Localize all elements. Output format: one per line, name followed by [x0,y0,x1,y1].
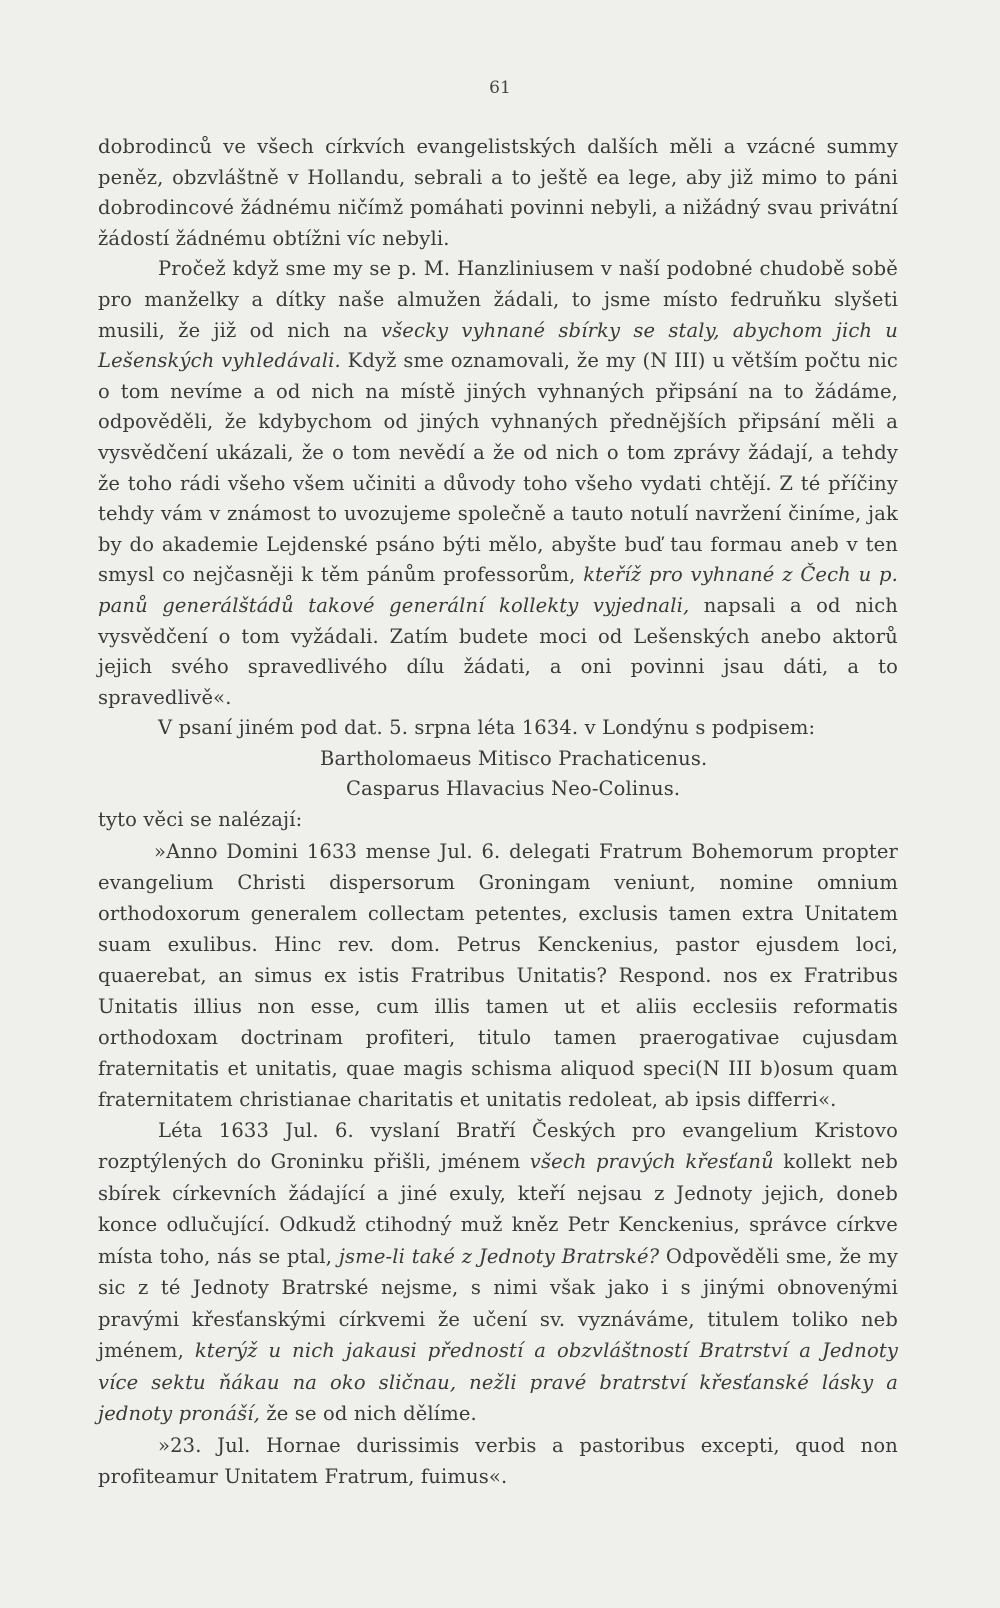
paragraph-5-italic-3: kterýž u nich jakausi předností a obzvláštností Bratrství a Jednoty více sektu ňákau na oko sličnau, nežli pravé bratrství křesťanské lásky a jednoty pronáší, [98,1339,898,1426]
paragraph-5-text-b: kollekt neb sbírek církevních žádající a jiné exuly, kteří nejsau z Jednoty jejich, doneb konce odlučující. Odkudž ctihodný muž kněz Petr Kenckenius, správce církve místa toho, nás se ptal, [98,1150,898,1268]
paragraph-5-italic-1: všech pravých křesťanů [529,1150,774,1174]
paragraph-5-text-a: Léta 1633 Jul. 6. vyslaní Bratří Českých pro evangelium Kristovo rozptýlených do Groninku přišli, jménem [98,1118,898,1174]
paragraph-2-text-a: Pročež když sme my se p. M. Hanzliniusem v naší podobné chudobě sobě pro manželky a dítky naše almužen žádali, to jsme místo fedruňku slyšeti musili, že již od nich na [98,257,898,342]
signature-1: Bartholomaeus Mitisco Prachaticenus. [320,746,708,770]
paragraph-2-text-b: Když sme oznamovali, že my (N III) u větším počtu nic o tom nevíme a od nich na místě jiných vyhnaných připsání na to žádáme, odpověděli, že kdybychom od jiných vyhnaných přednějších připsání měli a vysvědčení ukázali, že o tom nevědí a že od nich o tom zprávy žádají, a tehdy že toho rádi všeho všem učiniti a důvody toho všeho vydati chtějí. Z té příčiny tehdy vám v známost to uvozujeme společně a tauto notulí navržení činíme, jak by do akademie Lejdenské psáno býti mělo, abyšte buď tau formau aneb v ten smysl co nejčasněji k těm pánům professorům, [98,349,898,587]
page-body [98,132,898,1493]
paragraph-5-italic-2: jsme-li také z Jednoty Bratrské? [338,1244,660,1268]
paragraph-2-italic-2: kteříž pro vyhnané z Čech u p. panů generálštádů takové generální kollekty vyjednali, [98,563,898,617]
paragraph-4: tyto věci se nalézají: [98,808,303,832]
paragraph-5-text-c: Odpověděli sme, že my sic z té Jednoty Bratrské nejsme, s nimi však jako i s jinými obnovenými pravými křesťanskými církvemi že učení sv. vyznáváme, titulem toliko neb jménem, [98,1244,898,1363]
paragraph-6: »23. Jul. Hornae durissimis verbis a pastoribus excepti, quod non profiteamur Unitatem Fratrum, fuimus«. [98,1433,898,1489]
paragraph-1: dobrodinců ve všech církvích evangelistských dalších měli a vzácné summy peněz, obzvláštně v Hollandu, sebrali a to ještě ea lege, aby již mimo to páni dobrodincové žádnému ničímž pomáhati povinni nebyli, a nižádný svau privátní žádostí žádnému obtížni víc nebyli. [98,135,898,250]
latin-quote: »Anno Domini 1633 mense Jul. 6. delegati Fratrum Bohemorum propter evangelium Christi dispersorum Groningam veniunt, nomine omnium orthodoxorum generalem collectam petentes, exclusis tamen extra Unitatem suam exulibus. Hinc rev. dom. Petrus Kenckenius, pastor ejusdem loci, quaerebat, an simus ex istis Fratribus Unitatis? Respond. nos ex Fratribus Unitatis illius non esse, cum illis tamen ut et aliis ecclesiis reformatis orthodoxam doctrinam profiteri, titulo tamen praerogativae cujusdam fraternitatis et unitatis, quae magis schisma aliquod speci(N III b)osum quam fraternitatem christianae charitatis et unitatis redoleat, ab ipsis differri«. [98,839,898,1111]
paragraph-5-text-d: že se od nich dělíme. [260,1402,477,1426]
paragraph-2 [98,254,898,713]
paragraph-2-italic-1: všecky vyhnané sbírky se staly, abychom jich u Lešenských vyhledávali. [98,318,898,373]
signature-2: Casparus Hlavacius Neo-Colinus. [346,777,681,801]
paragraph-2-text-c: napsali a od nich vysvědčení o tom vyžádali. Zatím budete moci od Lešenských anebo aktorů jejich svého spravedlivého dílu žádati, a oni povinni jsau dáti, a to spravedlivě«. [98,593,898,709]
page-number: 61 [489,78,511,98]
paragraph-5 [98,1115,898,1430]
paragraph-3: V psaní jiném pod dat. 5. srpna léta 1634. v Londýnu s podpisem: [158,716,816,740]
